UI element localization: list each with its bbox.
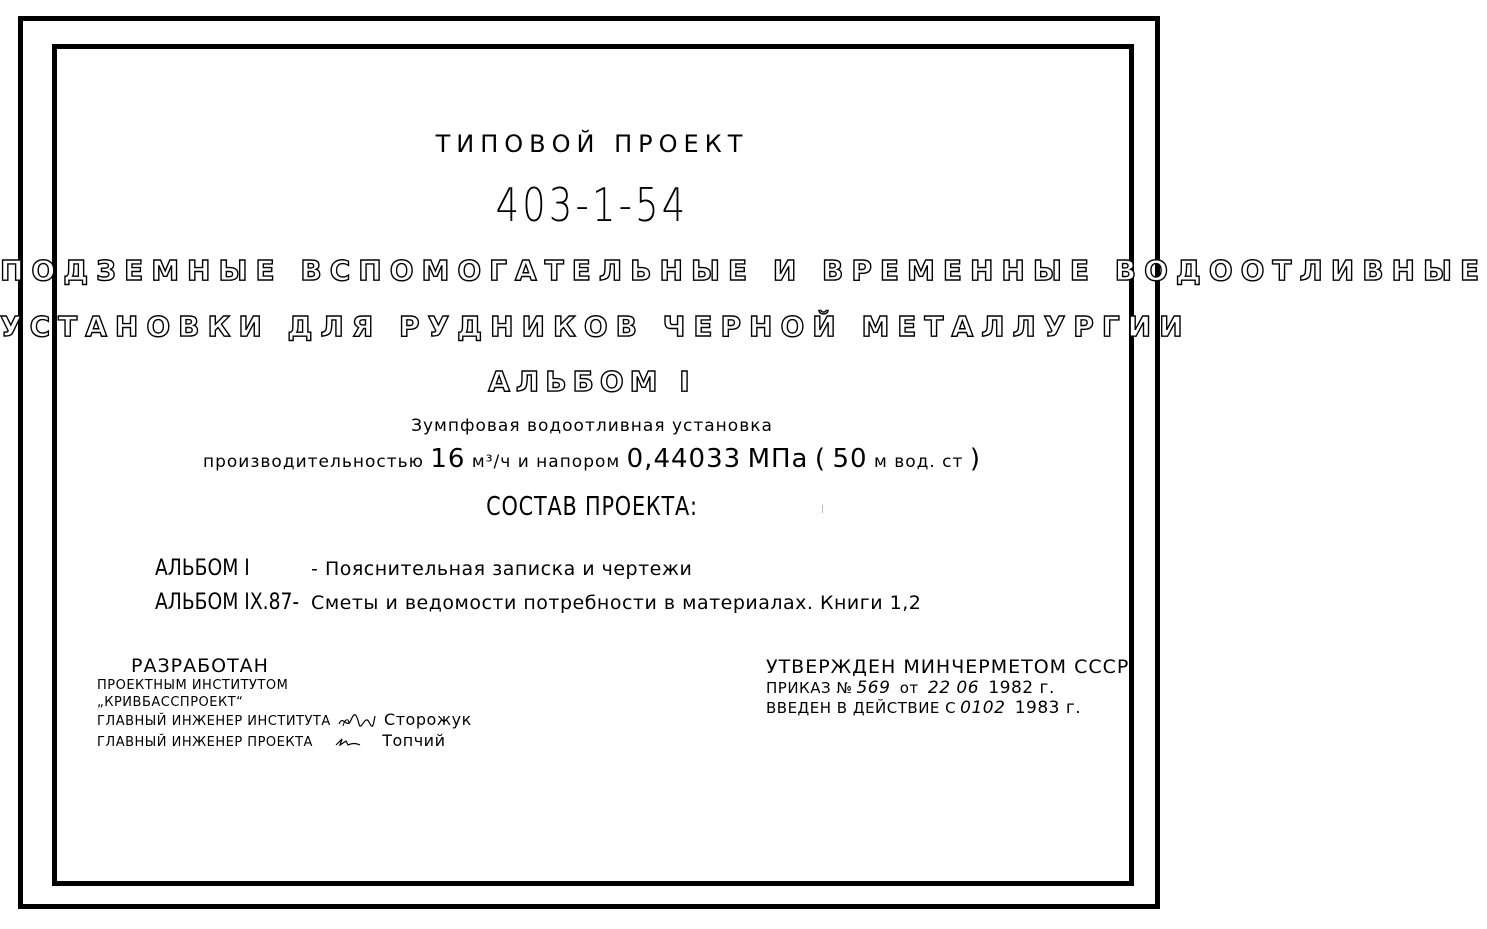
approval-title: УТВЕРЖДЕН МИНЧЕРМЕТОМ СССР: [766, 656, 1130, 678]
and-pressure: и напором: [517, 452, 621, 472]
chief-project-label: ГЛАВНЫЙ ИНЖЕНЕР ПРОЕКТА: [97, 734, 313, 750]
project-number: 403-1-54: [495, 178, 689, 232]
pressure-value: 0,44033: [626, 444, 742, 474]
order-from: от: [899, 679, 919, 697]
chief-project-name: Топчий: [382, 730, 446, 750]
chief-institute-name: Сторожук: [384, 710, 472, 729]
pressure-unit: МПа: [747, 444, 809, 474]
composition-item-desc: Сметы и ведомости потребности в материалах. Книги 1,2: [311, 592, 922, 614]
productivity-label: производительностью: [203, 452, 424, 472]
title-line-1: ПОДЗЕМНЫЕ ВСПОМОГАТЕЛЬНЫЕ И ВРЕМЕННЫЕ ВОДООТЛИВНЫЕ: [0, 254, 1487, 287]
order-prefix: ПРИКАЗ №: [766, 679, 853, 697]
effective-row: [766, 698, 1129, 718]
composition-item-desc: - Пояснительная записка и чертежи: [311, 558, 693, 580]
composition-title: СОСТАВ ПРОЕКТА:: [486, 492, 698, 522]
developer-title: РАЗРАБОТАН: [131, 655, 269, 677]
productivity-line: [0, 444, 1184, 474]
paren-close: ): [969, 444, 981, 474]
composition-item: [155, 590, 921, 615]
project-type: ТИПОВОЙ ПРОЕКТ: [435, 130, 749, 158]
developer-line-1: ПРОЕКТНЫМ ИНСТИТУТОМ: [97, 678, 289, 693]
paren-open: (: [814, 444, 827, 474]
developer-line-2: „КРИВБАССПРОЕКТ“: [97, 695, 244, 710]
composition-item-label: АЛЬБОМ I: [155, 556, 250, 581]
chief-project-row: [97, 732, 472, 752]
order-number: 569: [856, 678, 891, 698]
chief-institute-row: [97, 711, 472, 732]
order-row: [766, 678, 1129, 698]
installation-subtitle: Зумпфовая водоотливная установка: [411, 416, 773, 436]
effective-date: 0102: [960, 698, 1006, 718]
effective-prefix: ВВЕДЕН В ДЕЙСТВИЕ С: [766, 699, 957, 717]
composition-item: [155, 556, 692, 581]
order-date: 22 06: [927, 678, 980, 698]
signature-institute-icon: [337, 712, 377, 732]
composition-item-label: АЛЬБОМ IX.87-: [155, 590, 300, 615]
stray-mark: [822, 505, 823, 513]
effective-year: 1983 г.: [1014, 698, 1082, 718]
developer-block: [97, 655, 472, 751]
signature-project-icon: [320, 733, 376, 751]
chief-institute-label: ГЛАВНЫЙ ИНЖЕНЕР ИНСТИТУТА: [97, 714, 331, 729]
flow-value: 16: [430, 444, 466, 474]
album-title: АЛЬБОМ I: [488, 365, 696, 398]
order-year: 1982 г.: [988, 678, 1055, 698]
approval-block: [766, 656, 1129, 718]
title-line-2: УСТАНОВКИ ДЛЯ РУДНИКОВ ЧЕРНОЙ МЕТАЛЛУРГИИ: [0, 310, 1191, 343]
height-value: 50: [832, 444, 868, 474]
flow-unit: м³/ч: [471, 452, 512, 472]
height-unit: м вод. ст: [873, 452, 964, 472]
